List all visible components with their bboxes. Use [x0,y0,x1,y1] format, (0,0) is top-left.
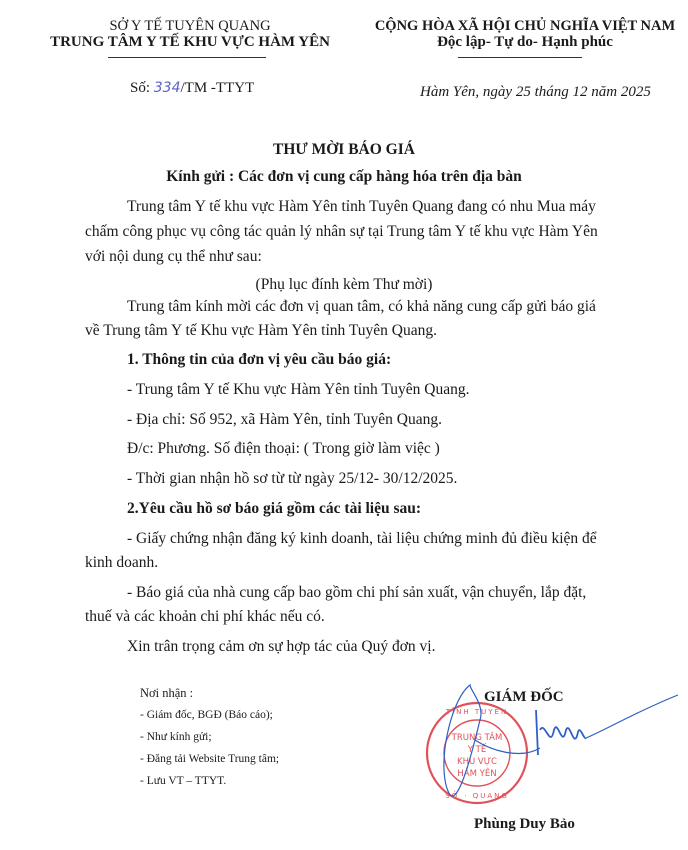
recipients-title: Nơi nhận : [140,686,194,700]
svg-text:TRUNG TÂM: TRUNG TÂM [451,733,503,743]
section1-item: - Địa chỉ: Số 952, xã Hàm Yên, tỉnh Tuyên Quang. [127,411,442,428]
recipient-item: - Lưu VT – TTYT. [140,775,227,787]
document-date: Hàm Yên, ngày 25 tháng 12 năm 2025 [420,84,651,100]
section2-item2-line1: - Báo giá của nhà cung cấp bao gồm chi phí sản xuất, vận chuyển, lắp đặt, [127,584,587,601]
invite-line-2: về Trung tâm Y tế Khu vực Hàm Yên tỉnh Tuyên Quang. [85,322,437,339]
invite-line-1: Trung tâm kính mời các đơn vị quan tâm, có khả năng cung cấp gửi báo giá [127,298,596,315]
section2-heading: 2.Yêu cầu hồ sơ báo giá gồm các tài liệu sau: [127,500,422,517]
document-title: THƯ MỜI BÁO GIÁ [273,141,415,158]
header-right-underline [458,57,582,58]
doc-number-prefix: Số: [130,80,154,96]
recipient-item: - Giám đốc, BGĐ (Báo cáo); [140,709,273,721]
svg-text:TỈNH TUYÊN: TỈNH TUYÊN [445,708,509,716]
recipient-item: - Đăng tải Website Trung tâm; [140,753,280,765]
intro-line-2: chấm công phục vụ công tác quản lý nhân sự tại Trung tâm Y tế khu vực Hàm Yên [85,223,598,240]
section2-item2-line2: thuế và các khoản chi phí khác nếu có. [85,608,325,625]
doc-number-handwritten: 334 [153,80,181,96]
recipient-item: - Như kính gửi; [140,731,212,743]
ministry-name: SỞ Y TẾ TUYÊN QUANG [109,18,271,34]
republic-name: CỘNG HÒA XÃ HỘI CHỦ NGHĨA VIỆT NAM [374,18,676,34]
section1-item: - Thời gian nhận hồ sơ từ từ ngày 25/12- 30/12/2025. [127,470,458,487]
document-number [130,80,254,97]
section1-heading: 1. Thông tin của đơn vị yêu cầu báo giá: [127,351,392,368]
closing-line: Xin trân trọng cảm ơn sự hợp tác của Quý đơn vị. [127,638,436,655]
organization-name: TRUNG TÂM Y TẾ KHU VỰC HÀM YÊN [50,34,330,50]
svg-text:SỞ · QUANG: SỞ · QUANG [445,792,509,800]
signatory-name: Phùng Duy Bảo [474,816,575,832]
section2-item1-line2: kinh doanh. [85,554,159,571]
intro-line-3: với nội dung cụ thể như sau: [85,248,262,265]
appendix-note: (Phụ lục đính kèm Thư mời) [255,276,433,293]
intro-line-1: Trung tâm Y tế khu vực Hàm Yên tỉnh Tuyên Quang đang có nhu Mua máy [127,198,596,215]
svg-text:KHU VỰC: KHU VỰC [457,757,497,767]
section1-item: - Trung tâm Y tế Khu vực Hàm Yên tỉnh Tuyên Quang. [127,381,470,398]
signatory-title: GIÁM ĐỐC [484,689,564,705]
handwritten-signature-icon [430,680,680,800]
addressee: Kính gửi : Các đơn vị cung cấp hàng hóa trên địa bàn [166,168,522,185]
svg-text:Y TẾ: Y TẾ [467,745,487,755]
section2-item1-line1: - Giấy chứng nhận đăng ký kinh doanh, tài liệu chứng minh đủ điều kiện để [127,530,597,547]
doc-number-suffix: /TM -TTYT [180,80,255,96]
section1-item: Đ/c: Phương. Số điện thoại: ( Trong giờ làm việc ) [127,440,440,457]
national-motto: Độc lập- Tự do- Hạnh phúc [437,34,613,50]
svg-text:HÀM YÊN: HÀM YÊN [457,769,497,779]
header-left-underline [108,57,266,58]
